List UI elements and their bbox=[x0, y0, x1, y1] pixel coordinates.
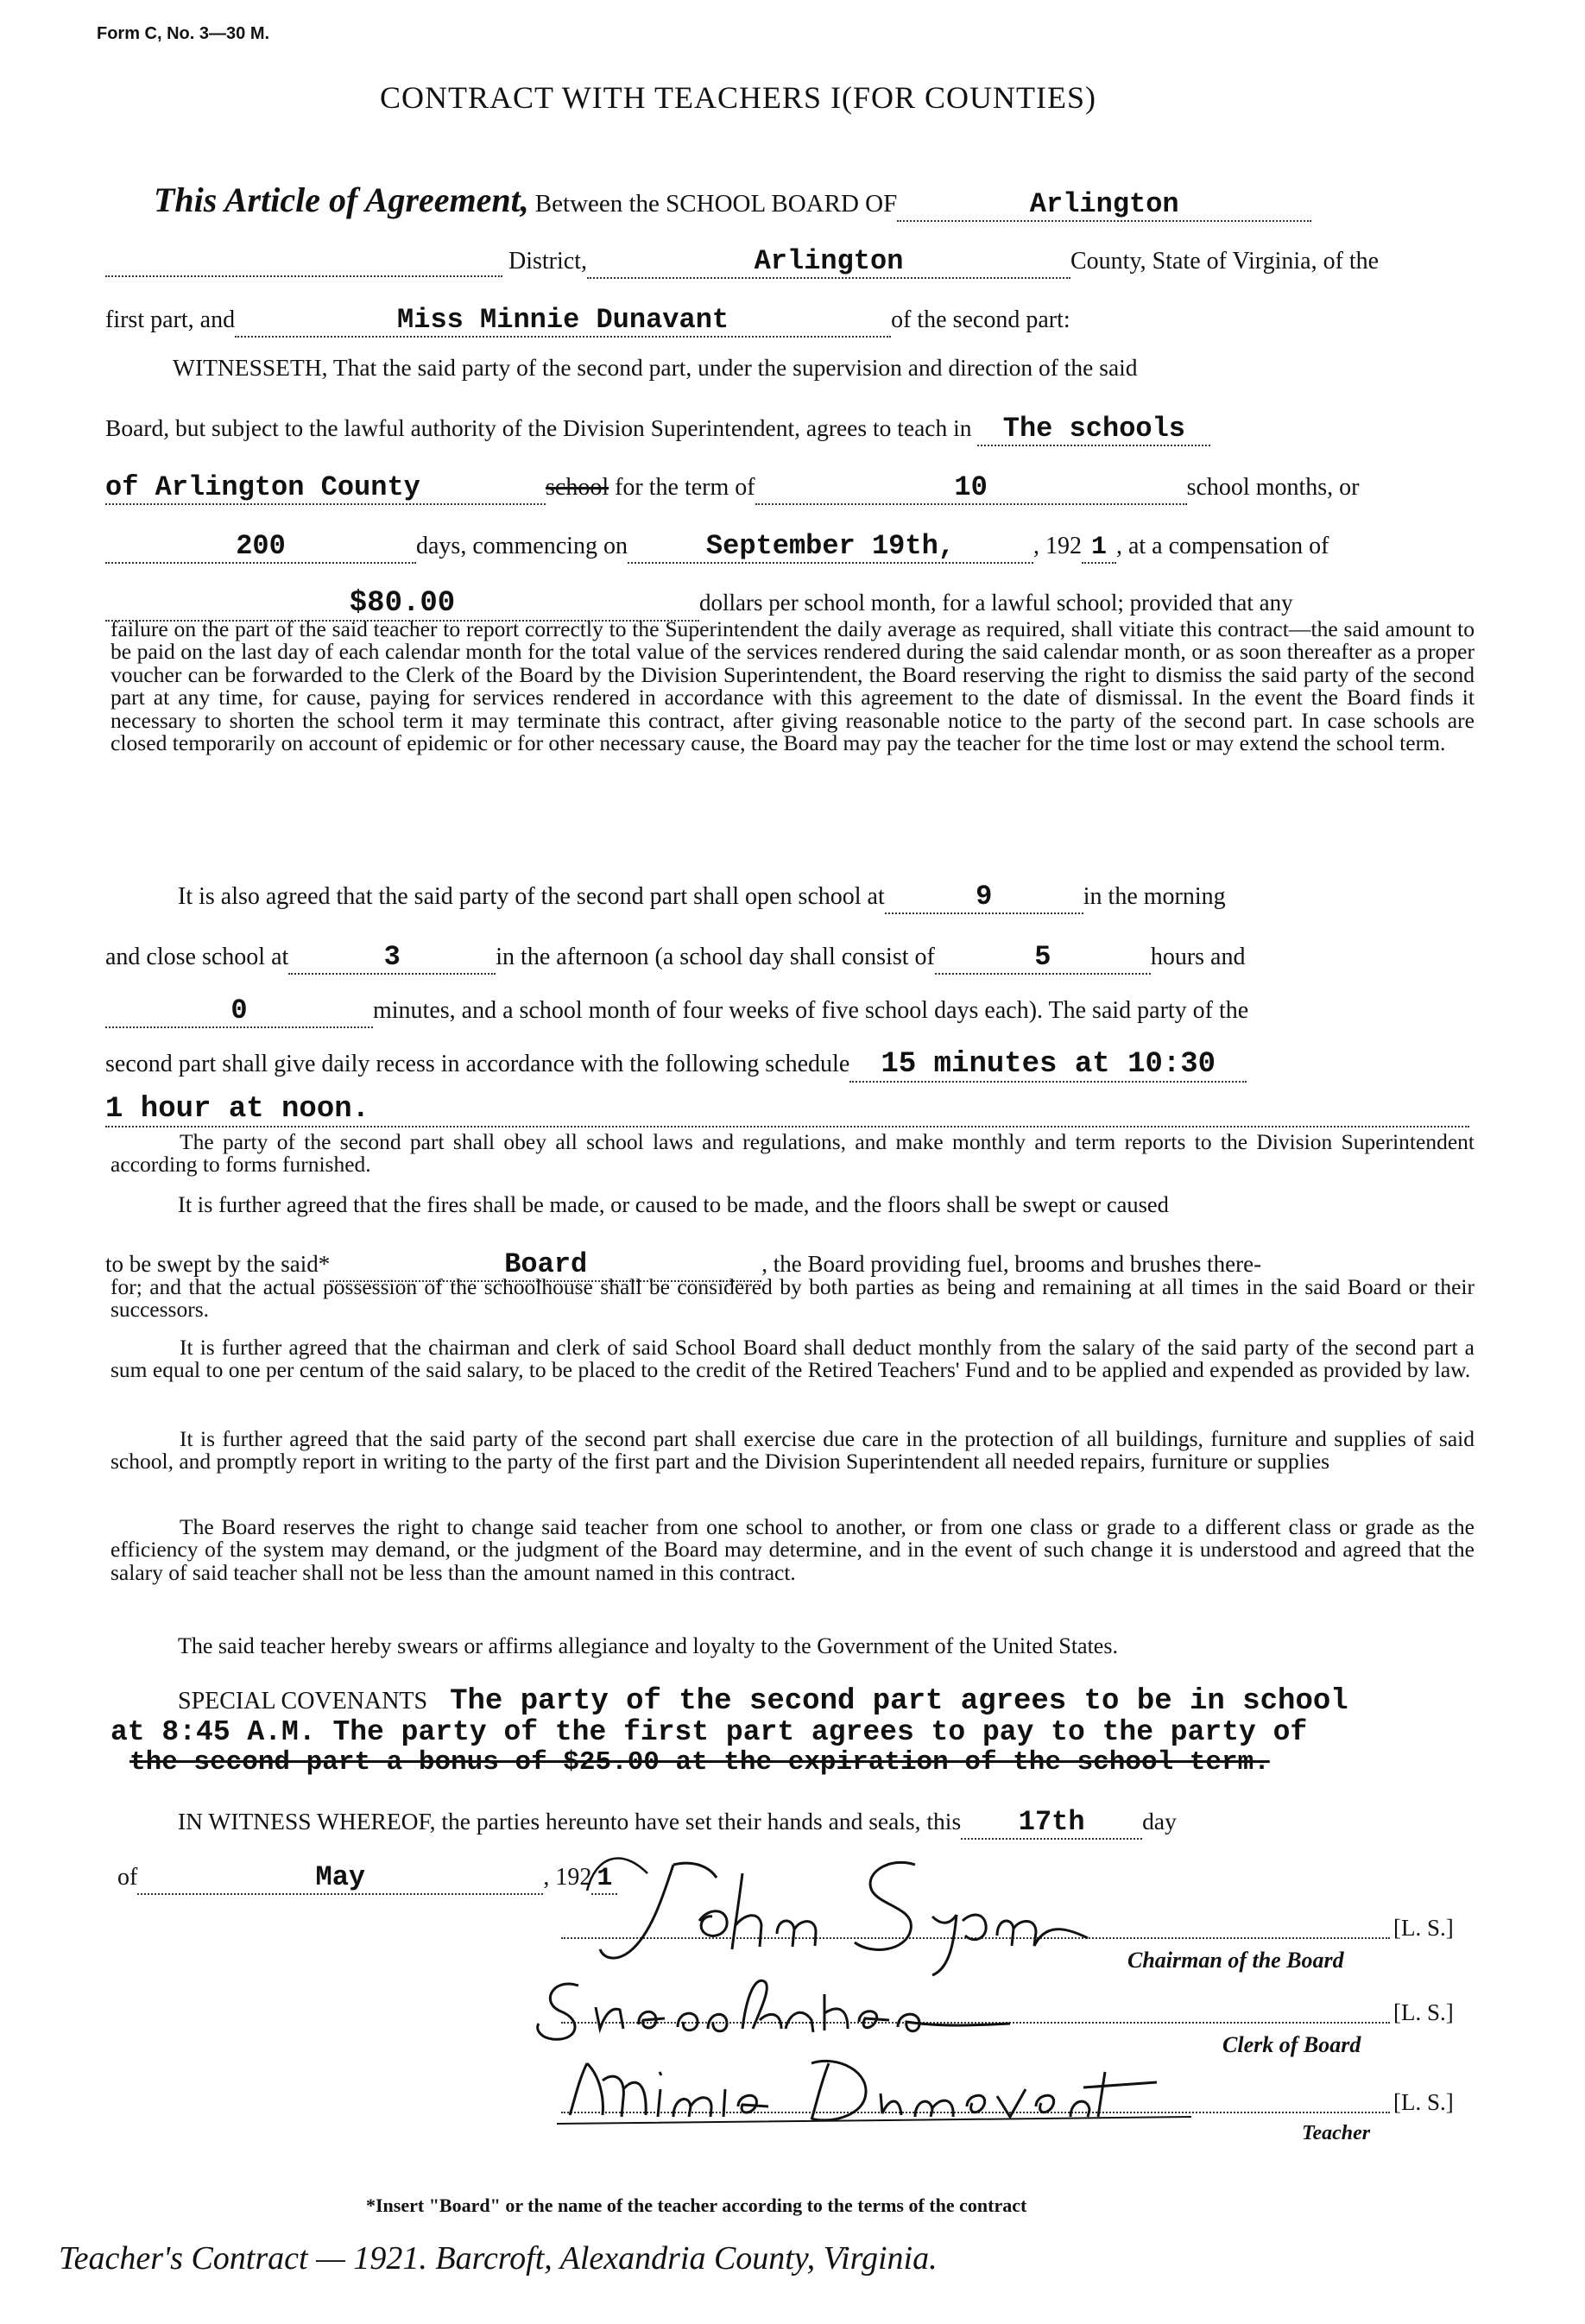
role-teacher: Teacher bbox=[1302, 2122, 1371, 2144]
afternoon-text: in the afternoon (a school day shall consist of bbox=[496, 944, 935, 970]
covenant-text-1: The party of the second part agrees to be in school bbox=[450, 1685, 1348, 1718]
school-field-2: of Arlington County bbox=[105, 471, 546, 505]
hours-line-1 bbox=[178, 881, 1226, 914]
witness-year-prefix: , 192 bbox=[543, 1864, 592, 1891]
signature-chairman bbox=[570, 1839, 1174, 1977]
swept-by-field: Board bbox=[330, 1248, 761, 1282]
providing-text: , the Board providing fuel, brooms and brushes there- bbox=[761, 1251, 1262, 1277]
open-text: It is also agreed that the said party of the second part shall open school at bbox=[178, 883, 885, 910]
teacher-name-field: Miss Minnie Dunavant bbox=[235, 304, 891, 338]
minutes-text: minutes, and a school month of four weeks of five school days each). The said party of the bbox=[373, 997, 1249, 1024]
signature-clerk bbox=[527, 1960, 1096, 2046]
of-label: of bbox=[117, 1864, 138, 1891]
hours-line-4 bbox=[105, 1048, 1247, 1083]
seal-chairman: [L. S.] bbox=[1393, 1915, 1454, 1941]
paragraph-transfer: The Board reserves the right to change said teacher from one school to another, or from one class or grade to a different class or grade as the efficiency of the system may demand, or the judgment of the Board may determine, and in the event of such change it is understood and agreed that the salary of said teacher shall not be less than the amount named in this contract. bbox=[111, 1514, 1474, 1585]
footnote: *Insert "Board" or the name of the teacher according to the terms of the contract bbox=[366, 2195, 1027, 2216]
close-hour-field: 3 bbox=[288, 941, 496, 975]
district-field: Arlington bbox=[587, 245, 1070, 279]
day-field: 17th bbox=[961, 1806, 1142, 1840]
witness-line-2 bbox=[117, 1861, 617, 1895]
start-date-field: September 19th, bbox=[628, 530, 1033, 564]
term-text: for the term of bbox=[615, 474, 755, 501]
witnesseth-line-3 bbox=[105, 471, 1360, 505]
caption: Teacher's Contract — 1921. Barcroft, Alexandria County, Virginia. bbox=[59, 2240, 938, 2277]
covenants-line-1 bbox=[178, 1685, 1434, 1718]
school-field-1: The schools bbox=[977, 413, 1210, 446]
blank-field bbox=[105, 248, 502, 277]
dollars-text: dollars per school month, for a lawful school; provided that any bbox=[699, 590, 1293, 616]
morning-text: in the morning bbox=[1083, 883, 1226, 910]
witness-year-field: 1 bbox=[591, 1864, 617, 1895]
intro-line-2 bbox=[105, 245, 1379, 279]
district-label: District, bbox=[508, 248, 587, 275]
month-field: May bbox=[137, 1861, 543, 1895]
hours-and-text: hours and bbox=[1150, 944, 1246, 970]
days-field: 200 bbox=[105, 530, 416, 564]
year-field: 1 bbox=[1082, 533, 1116, 564]
witness-line-1 bbox=[178, 1806, 1177, 1840]
signature-teacher bbox=[553, 2037, 1209, 2132]
covenant-text-3-struck: the second part a bonus of $25.00 at the expiration of the school term. bbox=[129, 1747, 1270, 1778]
intro-line-3 bbox=[105, 304, 1070, 338]
struck-word: school bbox=[546, 474, 609, 501]
hours-line-2 bbox=[105, 941, 1245, 975]
paragraph-retirement: It is further agreed that the chairman and clerk of said School Board shall deduct monthly from the salary of the said party of the second part a sum equal to one per centum of the said salary, to be placed to the credit of the Retired Teachers' Fund and to be applied and expended as provided by law. bbox=[111, 1335, 1474, 1383]
school-board-field: Arlington bbox=[897, 188, 1311, 222]
paragraph-reports: The party of the second part shall obey all school laws and regulations, and make monthly and term reports to the Division Superintendent according to forms furnished. bbox=[111, 1129, 1474, 1178]
role-clerk: Clerk of Board bbox=[1222, 2032, 1361, 2057]
witnesseth-line-4 bbox=[105, 530, 1329, 564]
year-prefix: , 192 bbox=[1032, 533, 1082, 559]
intro-line-1 bbox=[154, 180, 1311, 222]
article-heading: This Article of Agreement, bbox=[154, 180, 529, 219]
county-text: County, State of Virginia, of the bbox=[1070, 248, 1380, 275]
open-hour-field: 9 bbox=[885, 881, 1083, 914]
paragraph-possession: for; and that the actual possession of the schoolhouse shall be considered by both parties as being and remaining at all times in the said Board or their successors. bbox=[111, 1274, 1474, 1323]
paragraph-allegiance: The said teacher hereby swears or affirms allegiance and loyalty to the Government of the United States. bbox=[178, 1633, 1118, 1658]
covenants-label: SPECIAL COVENANTS bbox=[178, 1688, 428, 1715]
swept-text: to be swept by the said* bbox=[105, 1251, 331, 1277]
seal-teacher: [L. S.] bbox=[1393, 2089, 1454, 2115]
fires-line-1: It is further agreed that the fires shall be made, or caused to be made, and the floors shall be swept or caused bbox=[178, 1191, 1169, 1217]
witnesseth-line-2 bbox=[105, 413, 1210, 446]
compensation-text: , at a compensation of bbox=[1115, 533, 1329, 559]
close-text: and close school at bbox=[105, 944, 289, 970]
paragraph-care: It is further agreed that the said party of the second part shall exercise due care in the protection of all buildings, furniture and supplies of said school, and promptly report in writing to the party of the first part and the Division Superintendent all needed repairs, furniture or supplies bbox=[111, 1426, 1474, 1475]
minutes-field: 0 bbox=[105, 995, 373, 1028]
witness-text: IN WITNESS WHEREOF, the parties hereunto have set their hands and seals, this bbox=[178, 1808, 962, 1835]
salary-field: $80.00 bbox=[105, 587, 699, 622]
teach-in-text: Board, but subject to the lawful authority of the Division Superintendent, agrees to teach in bbox=[105, 414, 972, 441]
hours-line-5 bbox=[105, 1093, 1469, 1127]
between-text: Between the SCHOOL BOARD OF bbox=[534, 190, 898, 218]
form-id: Form C, No. 3—30 M. bbox=[97, 24, 270, 43]
day-label: day bbox=[1142, 1808, 1177, 1835]
seal-clerk: [L. S.] bbox=[1393, 1999, 1454, 2025]
days-text: days, commencing on bbox=[416, 533, 628, 559]
paragraph-dismissal: failure on the part of the said teacher to report correctly to the Superintendent the daily average as required, shall vitiate this contract—the said amount to be paid on the last day of each calendar month for the total value of the services rendered during the said calendar month, or as soon thereafter as a proper voucher can be forwarded to the Clerk of the Board by the Division Superintendent, the Board reserving the right to dismiss the said party of the second part at any time, for cause, paying for services rendered in accordance with this agreement to the date of dismissal. In the event the Board finds it necessary to shorten the school term it may terminate this contract, after giving reasonable notice to the party of the second part. In case schools are closed temporarily on account of epidemic or for other necessary cause, the Board may pay the teacher for the time lost or may extend the school term. bbox=[111, 616, 1474, 756]
recess-text: second part shall give daily recess in accordance with the following schedule bbox=[105, 1051, 850, 1077]
recess-field-1: 15 minutes at 10:30 bbox=[849, 1048, 1247, 1083]
first-part-text: first part, and bbox=[105, 306, 236, 333]
role-chairman: Chairman of the Board bbox=[1127, 1948, 1344, 1973]
months-text: school months, or bbox=[1186, 474, 1360, 501]
covenant-text-2: at 8:45 A.M. The party of the first part agrees to pay to the party of bbox=[111, 1716, 1308, 1748]
day-hours-field: 5 bbox=[935, 941, 1151, 975]
recess-field-2: 1 hour at noon. bbox=[105, 1093, 1469, 1127]
witnesseth-line-1: WITNESSETH, That the said party of the second part, under the supervision and direction of the said bbox=[173, 354, 1138, 381]
second-part-text: of the second part: bbox=[891, 306, 1070, 333]
hours-line-3 bbox=[105, 995, 1248, 1028]
months-field: 10 bbox=[755, 471, 1187, 505]
page-title: CONTRACT WITH TEACHERS I(FOR COUNTIES) bbox=[380, 80, 1097, 115]
